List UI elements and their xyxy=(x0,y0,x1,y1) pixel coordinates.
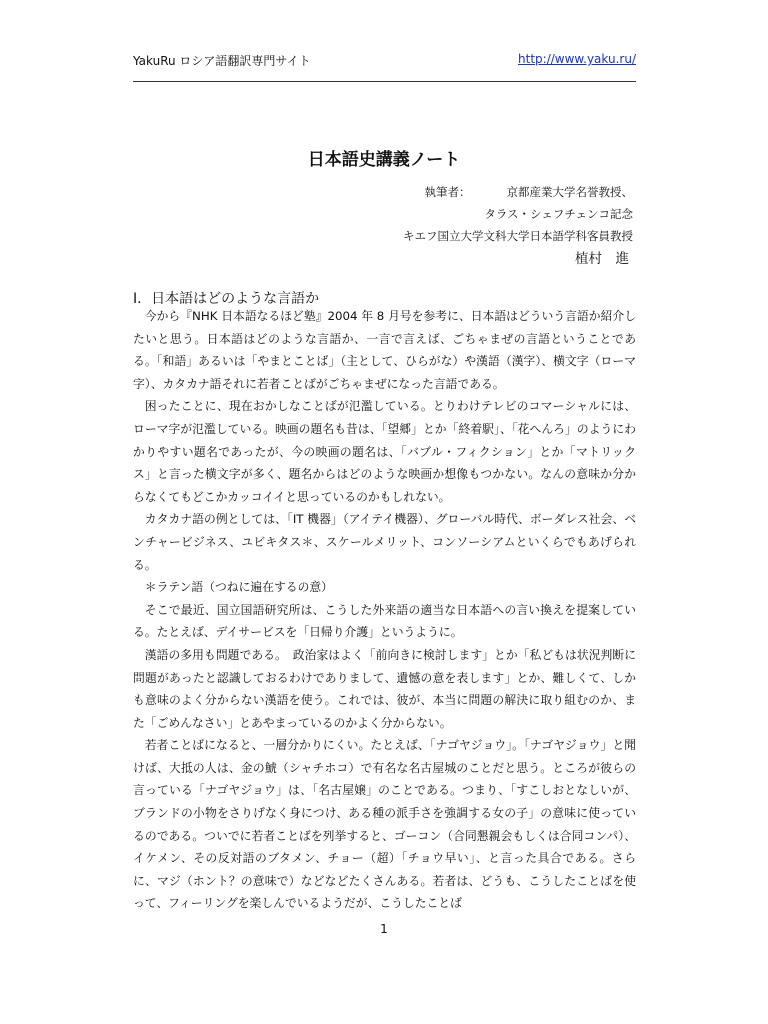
paragraph: 若者ことばになると、一層分かりにくい。たとえば、「ナゴヤジョウ」。「ナゴヤジョウ」と聞けば、大抵の人は、金の鯱（シャチホコ）で有名な名古屋城のことだと思う。ところが彼らの言っている「ナゴヤジョウ」は、「名古屋嬢」のことである。つまり、「すこしおとなしいが、ブランドの小物をさりげなく身につけ、ある種の派手さを強調する女の子」の意味に使っているのである。ついでに若者ことばを列挙すると、ゴーコン（合同懇親会もしくは合同コンパ）、イケメン、その反対語のブタメン、チョー（超）「チョウ早い」、と言った具合である。さらに、マジ（ホント？の意味で）などなどたくさんある。若者は、どうも、こうしたことばを使って、フィーリングを楽しんでいるようだが、こうしたことば xyxy=(133,738,636,911)
header-divider xyxy=(133,81,636,82)
paragraph: 困ったことに、現在おかしなことばが氾濫している。とりわけテレビのコマーシャルには、ローマ字が氾濫している。映画の題名も昔は、「望郷」とか「終着駅」、「花へんろ」のようにわかりやすい題名であったが、今の映画の題名は、「バブル・フィクション」とか「マトリックス」と言った横文字が多く、題名からはどのような映画か想像もつかない。なんの意味か分からなくてもどこかカッコイイと思っているのかもしれない。 xyxy=(133,399,636,504)
author-affiliation: タラス・シェフチェンコ記念 xyxy=(484,207,633,221)
site-name: YakuRu ロシア語翻訳専門サイト xyxy=(133,54,311,68)
author-affiliation-row xyxy=(213,225,633,247)
author-affiliation-row xyxy=(213,181,633,203)
author-affiliation: キエフ国立大学文科大学日本語学科客員教授 xyxy=(403,229,633,243)
paragraph: 漢語の多用も問題である。 政治家はよく「前向きに検討します」とか「私どもは状況判断に問題があったと認識しておるわけでありまして、遺憾の意を表します」とか、難しくて、しかも意味のよく分からない漢語を使う。これでは、彼が、本当に問題の解決に取り組むのか、また「ごめんなさい」とあやまっているのかよく分からない。 xyxy=(133,647,636,730)
page-header xyxy=(133,46,636,72)
page-number: 1 xyxy=(380,922,388,936)
paragraph: 今から『NHK 日本語なるほど塾』2004 年 8 月号を参考に、日本語はどういう言語か紹介したいと思う。日本語はどのような言語か、一言で言えば、ごちゃまぜの言語ということである。「和語」あるいは「やまとことば」（主として、ひらがな）や漢語（漢字）、横文字（ローマ字）、カタカナ語それに若者ことばがごちゃまぜになった言語である。 xyxy=(133,309,636,391)
author-affiliation-row xyxy=(213,203,633,225)
body-text xyxy=(133,305,636,915)
footnote: ＊ラテン語（つねに遍在するの意） xyxy=(144,580,333,595)
section-heading: Ⅰ．日本語はどのような言語か xyxy=(133,291,320,307)
author-affiliation: 京都産業大学名誉教授、 xyxy=(506,185,633,199)
author-label: 執筆者： xyxy=(424,185,471,199)
author-block xyxy=(213,181,633,270)
paragraph: カタカナ語の例としては、「IT 機器」（アイテイ機器）、グローバル時代、ボーダレス社会、ベンチャービジネス、ユビキタス＊、スケールメリット、コンソーシアムといくらでもあげられる。 xyxy=(133,512,636,572)
site-url-link[interactable]: http://www.yaku.ru/ xyxy=(518,52,636,66)
paragraph: そこで最近、国立国語研究所は、こうした外来語の適当な日本語への言い換えを提案している。たとえば、デイサービスを「日帰り介護」というように。 xyxy=(133,602,636,640)
author-name: 植村 進 xyxy=(575,251,629,267)
document-title: 日本語史講義ノート xyxy=(307,150,461,170)
